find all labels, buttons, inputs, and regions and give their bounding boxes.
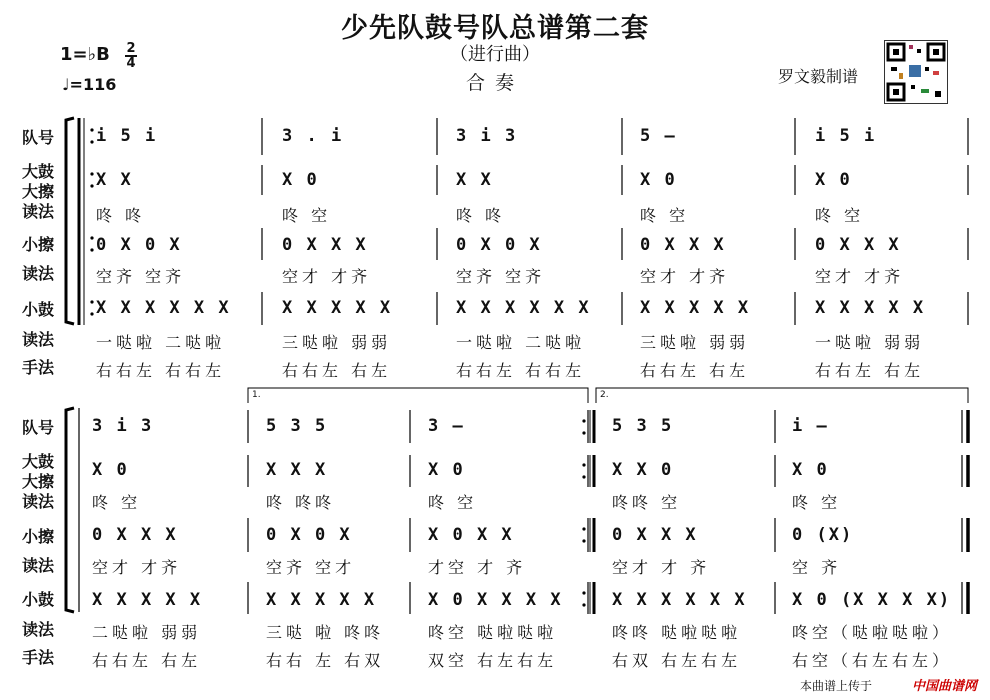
volta-1-label: 1.	[252, 390, 261, 400]
system2-row2-measure0: 咚 空	[92, 493, 142, 512]
system2-row7-measure0: 右右左 右左	[92, 651, 202, 670]
system1-brackets	[66, 118, 84, 325]
system1-row4-measure1: 空才 才齐	[282, 267, 372, 286]
system2-row6-measure1: 三哒 啦 咚咚	[266, 623, 385, 642]
system1-row2-measure4: 咚 空	[815, 206, 865, 225]
system1-row0-measure3: 5 –	[640, 126, 677, 146]
system1-row0-measure0: i 5 i	[96, 126, 158, 146]
label-bass-drum: 大鼓	[22, 162, 55, 181]
system2-row3-measure3: 0 X X X	[612, 525, 698, 545]
system2-row2-measure2: 咚 空	[428, 493, 478, 512]
system1-row5-measure4: X X X X X	[815, 298, 926, 318]
label-hand: 手法	[22, 648, 55, 667]
system2-row3-measure2: X 0 X X	[428, 525, 514, 545]
meter-top: 2	[126, 41, 136, 56]
system2-repeat-end	[590, 410, 594, 614]
system2-row1-measure1: X X X	[266, 460, 328, 480]
system1-row3-measure1: 0 X X X	[282, 235, 368, 255]
label-small-cymbal: 小擦	[22, 235, 55, 254]
system1-row6-measure4: 一哒啦 弱弱	[815, 333, 925, 352]
subtitle: （进行曲）	[450, 44, 540, 65]
meter-bottom: 4	[126, 56, 136, 71]
system2-row5-measure3: X X X X X X	[612, 590, 747, 610]
system2-repeat-dots	[582, 419, 585, 606]
system1-row5-measure2: X X X X X X	[456, 298, 591, 318]
label-hand: 手法	[22, 358, 55, 377]
system2-row5-measure0: X X X X X	[92, 590, 203, 610]
system1-row6-measure2: 一哒啦 二哒啦	[456, 333, 586, 352]
system1-row2-measure3: 咚 空	[640, 206, 690, 225]
system1-row7-measure4: 右右左 右左	[815, 361, 925, 380]
system1-row3-measure3: 0 X X X	[640, 235, 726, 255]
system1-row2-measure2: 咚 咚	[456, 206, 506, 225]
system1-row5-measure1: X X X X X	[282, 298, 393, 318]
system2-row6-measure4: 咚空（哒啦哒啦）	[792, 623, 953, 642]
ensemble-label: 合奏	[465, 72, 524, 94]
system2-row0-measure3: 5 3 5	[612, 416, 674, 436]
system1-row5-measure3: X X X X X	[640, 298, 751, 318]
system1-row2-measure1: 咚 空	[282, 206, 332, 225]
system1-row4-measure4: 空才 才齐	[815, 267, 905, 286]
system1-row0-measure1: 3 . i	[282, 126, 344, 146]
label-reading: 读法	[22, 330, 55, 349]
system2-row6-measure3: 咚咚 哒啦哒啦	[612, 623, 742, 642]
system1-row0-measure2: 3 i 3	[456, 126, 518, 146]
system1-row4-measure0: 空齐 空齐	[96, 267, 186, 286]
arranger-credit: 罗文毅制谱	[778, 67, 859, 86]
label-bass-drum: 大鼓	[22, 452, 55, 471]
system1-repeat-dots	[90, 128, 93, 315]
system2-row7-measure3: 右双 右左右左	[612, 651, 742, 670]
site-logo: 中国曲谱网	[912, 679, 978, 694]
system1-row1-measure4: X 0	[815, 170, 852, 190]
system1-row6-measure0: 一哒啦 二哒啦	[96, 333, 226, 352]
system2-row2-measure3: 咚咚 空	[612, 493, 682, 512]
system1-row1-measure3: X 0	[640, 170, 677, 190]
system2-row0-measure2: 3 –	[428, 416, 465, 436]
system2-row4-measure2: 才空 才 齐	[428, 558, 527, 577]
system1-row1-measure2: X X	[456, 170, 493, 190]
system1-row5-measure0: X X X X X X	[96, 298, 231, 318]
system2-row2-measure1: 咚 咚咚	[266, 493, 336, 512]
system2-row3-measure1: 0 X 0 X	[266, 525, 352, 545]
system2-row6-measure2: 咚空 哒啦哒啦	[428, 623, 558, 642]
label-cymbal: 大擦	[22, 472, 55, 491]
system2-row2-measure4: 咚 空	[792, 493, 842, 512]
system2-row6-measure0: 二哒啦 弱弱	[92, 623, 202, 642]
label-reading: 读法	[22, 620, 55, 639]
system1-row2-measure0: 咚 咚	[96, 206, 146, 225]
system2-row7-measure1: 右右 左 右双	[266, 651, 385, 670]
system2-row7-measure4: 右空（右左右左）	[792, 651, 953, 670]
upload-note: 本曲谱上传于	[800, 679, 873, 693]
system2-brackets	[66, 408, 79, 612]
label-snare-drum: 小鼓	[22, 590, 55, 609]
system2-row1-measure3: X X 0	[612, 460, 674, 480]
system2-row7-measure2: 双空 右左右左	[428, 651, 558, 670]
label-reading: 读法	[22, 492, 55, 511]
system2-row4-measure1: 空齐 空才	[266, 558, 356, 577]
system1-row7-measure2: 右右左 右右左	[456, 361, 586, 380]
system1-row4-measure3: 空才 才齐	[640, 267, 730, 286]
label-small-cymbal: 小擦	[22, 527, 55, 546]
page-title: 少先队鼓号队总谱第二套	[341, 13, 649, 44]
system2-row0-measure0: 3 i 3	[92, 416, 154, 436]
system2-row4-measure4: 空 齐	[792, 558, 842, 577]
system2-row5-measure2: X 0 X X X X	[428, 590, 563, 610]
system1-row3-measure4: 0 X X X	[815, 235, 901, 255]
key-signature: 1=♭B	[60, 44, 110, 65]
label-trumpet: 队号	[22, 418, 55, 437]
system2-row4-measure3: 空才 才 齐	[612, 558, 711, 577]
system1-row7-measure0: 右右左 右右左	[96, 361, 226, 380]
system2-final-barlines	[962, 410, 968, 614]
system2-row3-measure0: 0 X X X	[92, 525, 178, 545]
label-reading: 读法	[22, 264, 55, 283]
system2-row0-measure1: 5 3 5	[266, 416, 328, 436]
tempo-mark: ♩=116	[62, 75, 117, 94]
system1-row3-measure2: 0 X 0 X	[456, 235, 542, 255]
system1-row7-measure3: 右右左 右左	[640, 361, 750, 380]
volta-2-label: 2.	[600, 390, 609, 400]
label-trumpet: 队号	[22, 128, 55, 147]
system2-row4-measure0: 空才 才齐	[92, 558, 182, 577]
system2-row1-measure2: X 0	[428, 460, 465, 480]
system2-row0-measure4: i –	[792, 416, 829, 436]
system2-row5-measure4: X 0 (X X X X)	[792, 590, 952, 610]
system1-row4-measure2: 空齐 空齐	[456, 267, 546, 286]
system1-row1-measure1: X 0	[282, 170, 319, 190]
label-reading: 读法	[22, 202, 55, 221]
system1-row3-measure0: 0 X 0 X	[96, 235, 182, 255]
system2-row5-measure1: X X X X X	[266, 590, 377, 610]
label-snare-drum: 小鼓	[22, 300, 55, 319]
system1-row7-measure1: 右右左 右左	[282, 361, 392, 380]
system1-row6-measure3: 三哒啦 弱弱	[640, 333, 750, 352]
system1-row0-measure4: i 5 i	[815, 126, 877, 146]
system2-row1-measure0: X 0	[92, 460, 129, 480]
system1-row1-measure0: X X	[96, 170, 133, 190]
label-cymbal: 大擦	[22, 182, 55, 201]
system2-row1-measure4: X 0	[792, 460, 829, 480]
label-reading: 读法	[22, 556, 55, 575]
system2-row3-measure4: 0 (X)	[792, 525, 854, 545]
system1-row6-measure1: 三哒啦 弱弱	[282, 333, 392, 352]
